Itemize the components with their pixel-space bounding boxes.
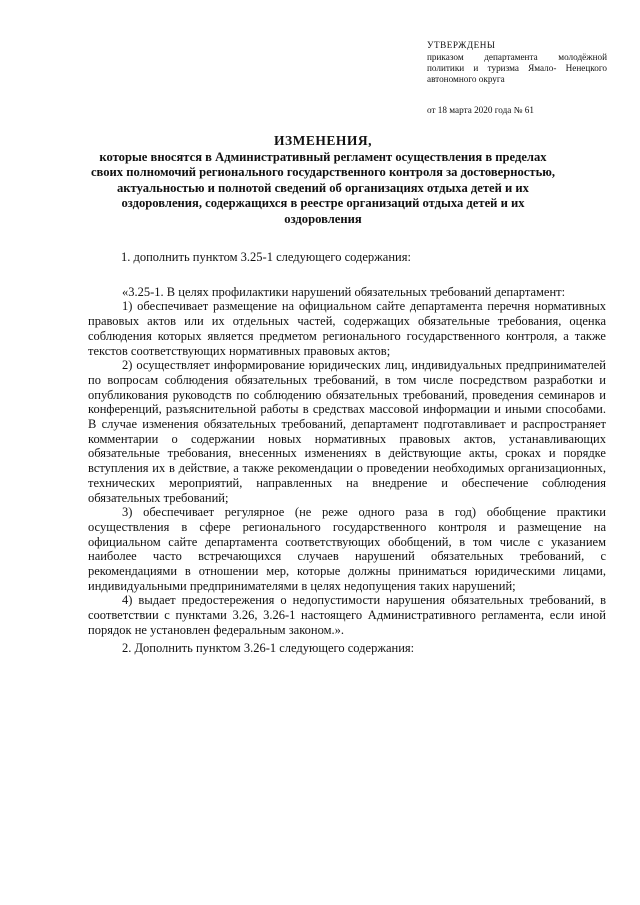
approval-stamp: [427, 40, 607, 116]
subparagraph-3: 3) обеспечивает регулярное (не реже одного раза в год) обобщение практики осуществления в сфере регионального государственного контроля и размещение на официальном сайте департамента соответствующих обобщений, в том числе с указанием наиболее часто встречающихся случаев нарушений обязательных требований, с рекомендациями в отношении мер, которые должны приниматься юридическими лицами, индивидуальными предпринимателями в целях недопущения таких нарушений;: [88, 505, 606, 593]
document-title-block: [88, 133, 558, 227]
document-title: ИЗМЕНЕНИЯ,: [273, 133, 372, 148]
subparagraph-2: 2) осуществляет информирование юридических лиц, индивидуальных предпринимателей по вопросам соблюдения обязательных требований, в том числе посредством разработки и опубликования руководств по соблюдению обязательных требований, проведения семинаров и конференций, разъяснительной работы в средствах массовой информации и иными способами. В случае изменения обязательных требований, департамент подготавливает и распространяет комментарии о содержании новых нормативных правовых актов, устанавливающих обязательные требования, внесенных изменениях в действующие акты, сроках и порядке вступления их в действие, а также рекомендации о проведении необходимых организационных, технических мероприятий, направленных на внедрение и обеспечение соблюдения обязательных требований;: [88, 358, 606, 505]
subparagraph-4: 4) выдает предостережения о недопустимости нарушения обязательных требований, в соответствии с пунктами 3.26, 3.26-1 настоящего Административного регламента, если иной порядок не установлен федеральным законом.».: [88, 593, 606, 637]
paragraph-item-2: 2. Дополнить пунктом 3.26-1 следующего содержания:: [122, 640, 415, 655]
paragraph-item-1: 1. дополнить пунктом 3.25-1 следующего содержания:: [121, 250, 411, 264]
approval-order-text: приказом департамента молодёжной политики и туризма Ямало- Ненецкого автономного округа: [427, 52, 607, 84]
subparagraph-1: 1) обеспечивает размещение на официальном сайте департамента перечня нормативных правовых актов или их отдельных частей, содержащих обязательные требования, оценка соблюдения которых является предметом регионального государственного контроля, а также текстов соответствующих нормативных правовых актов;: [88, 299, 606, 358]
paragraph-3-25-1: «3.25-1. В целях профилактики нарушений обязательных требований департамент:: [122, 284, 566, 299]
approval-heading: УТВЕРЖДЕНЫ: [427, 40, 496, 50]
document-body: [88, 250, 606, 655]
approval-date: от 18 марта 2020 года № 61: [427, 105, 534, 115]
document-subtitle: которые вносятся в Административный регламент осуществления в пределах своих полномочий регионального государственного контроля за достоверностью, актуальностью и полнотой сведений об организациях отдыха детей и их оздоровления, содержащихся в реестре организаций отдыха детей и их оздоровления: [90, 149, 556, 226]
